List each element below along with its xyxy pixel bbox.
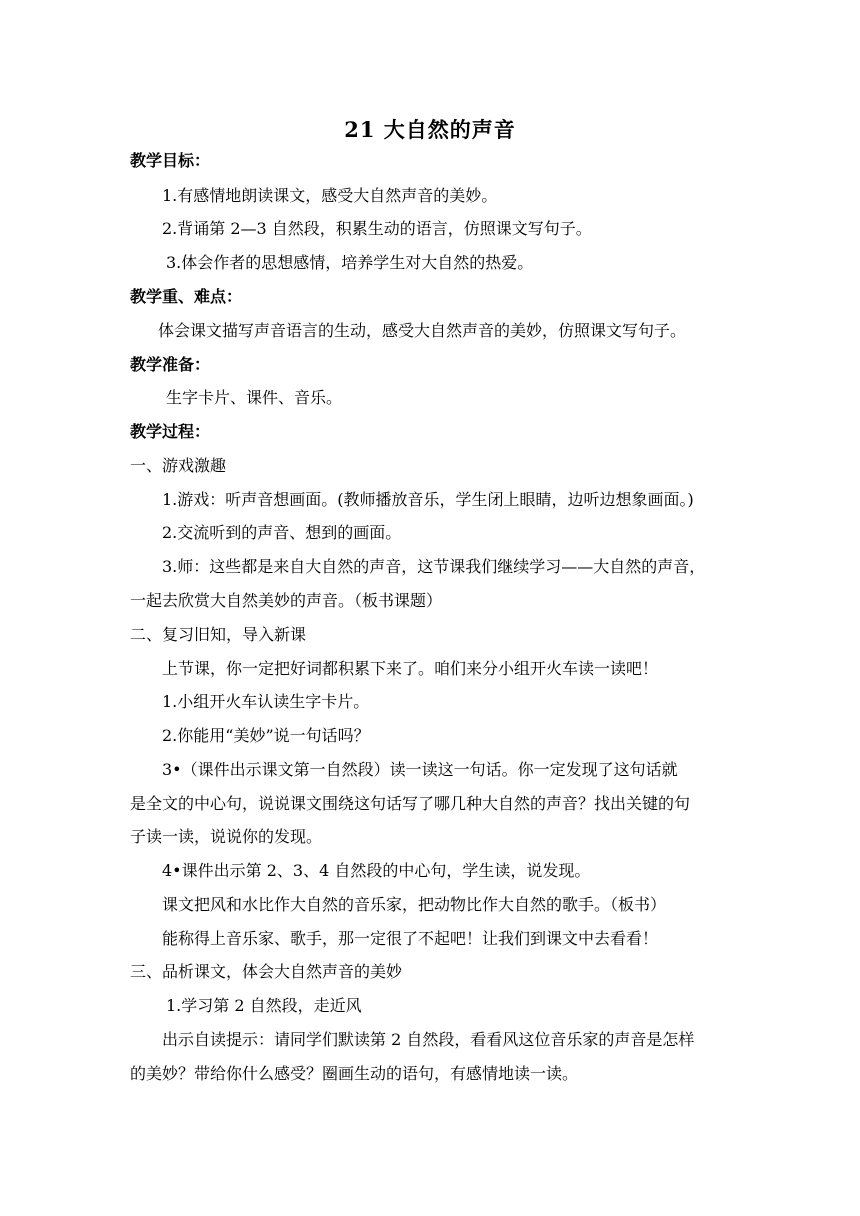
preparation-text: 生字卡片、课件、音乐。 [166, 388, 343, 407]
part-2-item-3-cont-2: 子读一读，说说你的发现。 [130, 827, 323, 846]
document-title: 21 大自然的声音 [344, 117, 516, 142]
goal-item-1: 1.有感情地朗读课文，感受大自然声音的美妙。 [162, 186, 498, 205]
part-2-item-5: 课文把风和水比作大自然的音乐家，把动物比作大自然的歌手。（板书） [162, 895, 667, 914]
part-1-item-2: 2.交流听到的声音、想到的画面。 [162, 523, 402, 542]
part-2-item-3: 3•（课件出示课文第一自然段）读一读这一句话。你一定发现了这句话就 [162, 760, 678, 779]
goal-item-3: 3.体会作者的思想感情，培养学生对大自然的热爱。 [166, 253, 534, 272]
goals-heading: 教学目标： [130, 151, 211, 170]
part-2-item-2: 2.你能用“美妙”说一句话吗？ [162, 726, 370, 745]
key-points-text: 体会课文描写声音语言的生动，感受大自然声音的美妙，仿照课文写句子。 [158, 321, 687, 340]
process-heading: 教学过程： [130, 422, 211, 441]
part-2-intro: 上节课，你一定把好词都积累下来了。咱们来分小组开火车读一读吧！ [162, 659, 659, 678]
part-1-heading: 一、游戏激趣 [130, 456, 227, 475]
part-2-item-4: 4•课件出示第 2、3、4 自然段的中心句，学生读，说发现。 [162, 861, 591, 880]
part-2-item-3-cont-1: 是全文的中心句，说说课文围绕这句话写了哪几种大自然的声音？找出关键的句 [130, 794, 691, 813]
part-3-heading: 三、品析课文，体会大自然声音的美妙 [130, 962, 403, 981]
part-1-item-1: 1.游戏：听声音想画面。(教师播放音乐，学生闭上眼睛，边听边想象画面。) [162, 490, 694, 509]
part-2-heading: 二、复习旧知，导入新课 [130, 625, 307, 644]
part-3-item-2-cont: 的美妙？带给你什么感受？圈画生动的语句，有感情地读一读。 [130, 1064, 579, 1083]
part-1-item-3-cont: 一起去欣赏大自然美妙的声音。（板书课题） [130, 591, 443, 610]
preparation-heading: 教学准备： [130, 355, 211, 374]
part-2-item-6: 能称得上音乐家、歌手，那一定很了不起吧！让我们到课文中去看看！ [162, 929, 659, 948]
part-3-item-2: 出示自读提示：请同学们默读第 2 自然段，看看风这位音乐家的声音是怎样 [162, 1030, 695, 1049]
goal-item-2: 2.背诵第 2—3 自然段，积累生动的语言，仿照课文写句子。 [162, 219, 592, 238]
part-2-item-1: 1.小组开火车认读生字卡片。 [162, 692, 370, 711]
key-points-heading: 教学重、难点： [130, 287, 243, 306]
part-1-item-3: 3.师：这些都是来自大自然的声音，这节课我们继续学习——大自然的声音， [162, 557, 706, 576]
part-3-item-1: 1.学习第 2 自然段，走近风 [166, 996, 362, 1015]
